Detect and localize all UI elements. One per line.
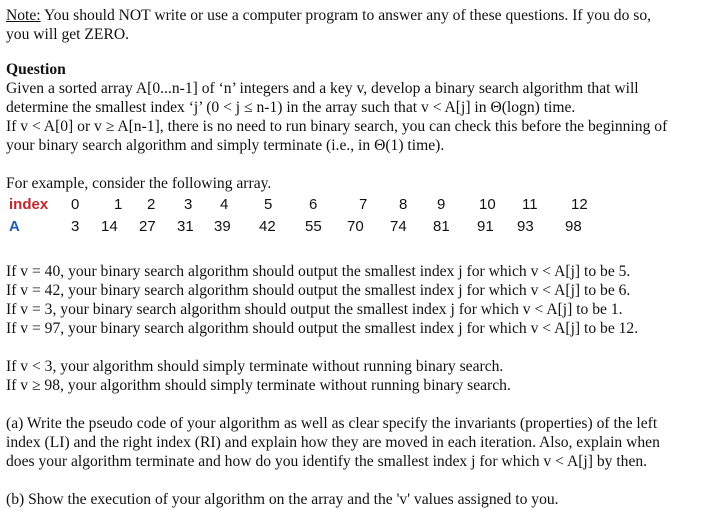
value-cell: 55 bbox=[305, 218, 322, 235]
index-cell: 3 bbox=[184, 196, 193, 213]
part-a-line: index (LI) and the right index (RI) and explain how they are moved in each iteration. Also, explain when bbox=[6, 434, 660, 451]
example-line: If v = 97, your binary search algorithm should output the smallest index j for which v < A[j] to be 12. bbox=[6, 320, 639, 337]
index-cell: 4 bbox=[220, 196, 229, 213]
index-cell: 8 bbox=[399, 196, 408, 213]
index-cell: 11 bbox=[522, 196, 538, 213]
index-cell: 5 bbox=[264, 196, 273, 213]
example-line: If v = 40, your binary search algorithm should output the smallest index j for which v < A[j] to be 5. bbox=[6, 263, 631, 280]
part-a-line: (a) Write the pseudo code of your algorithm as well as clear specify the invariants (properties) of the left bbox=[6, 415, 658, 432]
question-line: If v < A[0] or v ≥ A[n-1], there is no need to run binary search, you can check this before the beginning of bbox=[6, 118, 668, 135]
example-line: If v = 42, your binary search algorithm should output the smallest index j for which v < A[j] to be 6. bbox=[6, 282, 631, 299]
part-a-line: does your algorithm terminate and how do you identify the smallest index j for which v < A[j] by then. bbox=[6, 453, 648, 470]
index-cell: 10 bbox=[479, 196, 496, 213]
value-cell: 98 bbox=[565, 218, 582, 235]
value-cell: 39 bbox=[214, 218, 231, 235]
index-cell: 6 bbox=[309, 196, 318, 213]
value-cell: 14 bbox=[101, 218, 118, 235]
index-cell: 1 bbox=[114, 196, 123, 213]
terminate-line: If v < 3, your algorithm should simply terminate without running binary search. bbox=[6, 358, 504, 375]
value-cell: 93 bbox=[517, 218, 534, 235]
value-cell: 91 bbox=[477, 218, 494, 235]
value-cell: 31 bbox=[177, 218, 194, 235]
part-b-line: (b) Show the execution of your algorithm on the array and the 'v' values assigned to you. bbox=[6, 491, 559, 508]
terminate-line: If v ≥ 98, your algorithm should simply terminate without running binary search. bbox=[6, 377, 511, 394]
note-line-2: you will get ZERO. bbox=[6, 26, 130, 43]
note-label: Note: bbox=[6, 7, 41, 24]
question-line: your binary search algorithm and simply terminate (i.e., in Θ(1) time). bbox=[6, 137, 445, 154]
example-line: If v = 3, your binary search algorithm should output the smallest index j for which v < A[j] to be 1. bbox=[6, 301, 623, 318]
index-cell: 2 bbox=[147, 196, 156, 213]
question-heading: Question bbox=[6, 61, 66, 78]
value-row-label: A bbox=[9, 218, 20, 235]
value-cell: 74 bbox=[390, 218, 407, 235]
question-line: Given a sorted array A[0...n-1] of ‘n’ integers and a key v, develop a binary search algorithm that will bbox=[6, 80, 639, 97]
index-cell: 9 bbox=[437, 196, 446, 213]
value-cell: 3 bbox=[71, 218, 80, 235]
index-cell: 7 bbox=[359, 196, 368, 213]
value-cell: 70 bbox=[347, 218, 364, 235]
value-cell: 81 bbox=[433, 218, 450, 235]
index-cell: 0 bbox=[71, 196, 80, 213]
index-row-label: index bbox=[9, 196, 49, 213]
note-text: You should NOT write or use a computer program to answer any of these questions. If you do so, bbox=[40, 7, 652, 24]
index-cell: 12 bbox=[571, 196, 588, 213]
note-line-1 bbox=[6, 6, 715, 25]
question-line: determine the smallest index ‘j’ (0 < j ≤ n-1) in the array such that v < A[j] in Θ(logn) time. bbox=[6, 99, 576, 116]
value-cell: 27 bbox=[139, 218, 156, 235]
example-intro: For example, consider the following array. bbox=[6, 175, 272, 192]
value-cell: 42 bbox=[259, 218, 276, 235]
